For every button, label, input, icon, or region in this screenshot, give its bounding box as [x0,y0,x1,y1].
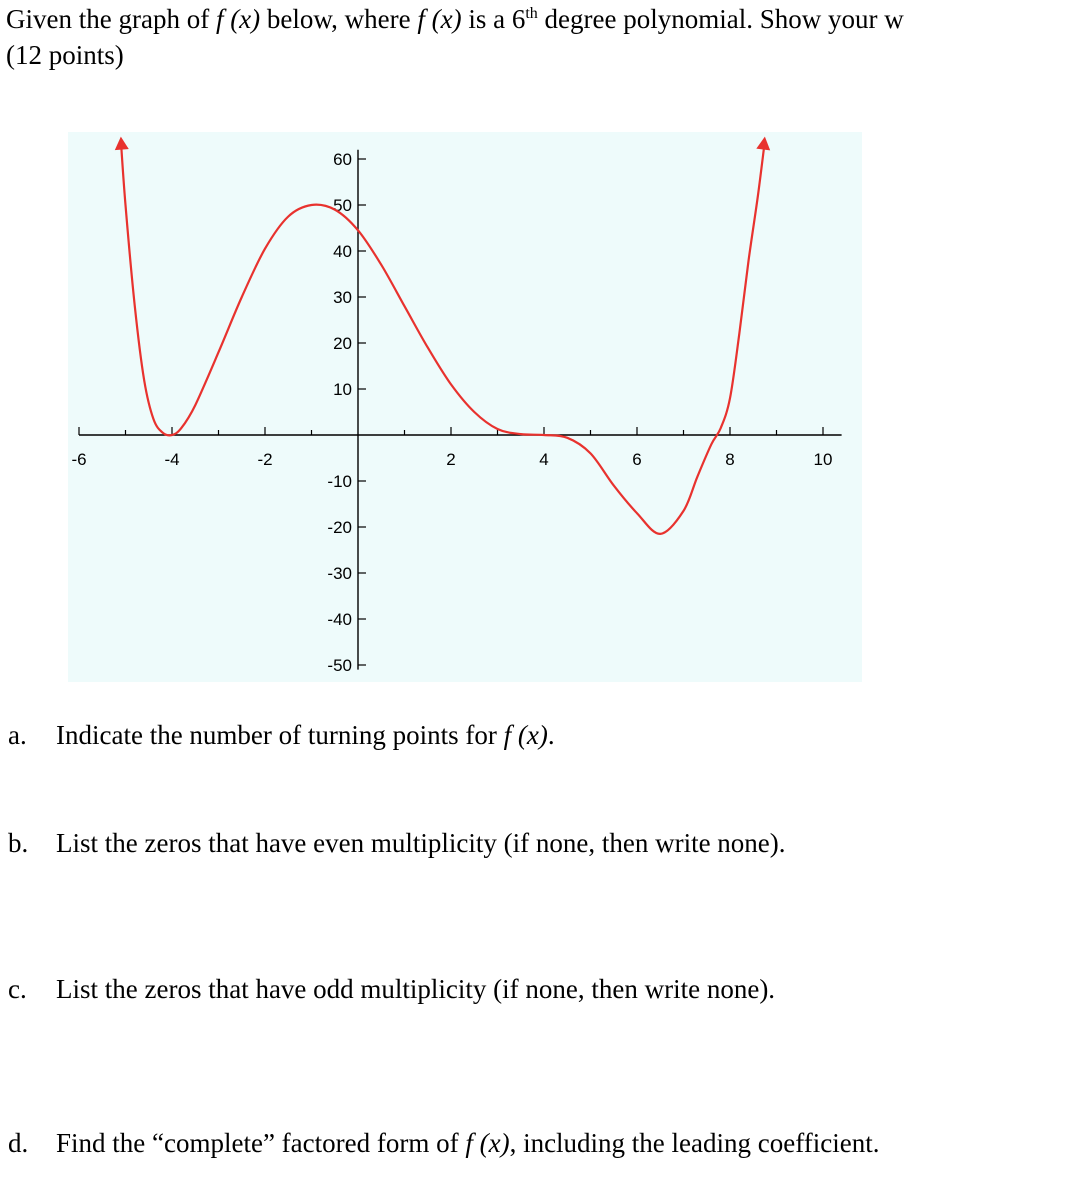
intro-sup: th [525,5,538,22]
x-tick-label: 10 [813,450,833,469]
question-c-text: List the zeros that have odd multiplicity (if none, then write none). [56,974,776,1004]
y-tick-label: 10 [333,380,352,399]
plot-background [68,132,862,682]
question-a-end: . [547,720,555,750]
intro-post2: degree polynomial. Show your w [537,4,904,34]
question-a-fx: f (x) [503,720,548,750]
x-tick-label: 6 [632,450,642,469]
intro-fx: f (x) [215,4,261,34]
x-tick-label: 2 [446,450,456,469]
y-tick-label: 60 [333,150,352,169]
question-d-fx: f (x) [465,1128,510,1158]
intro-pre: Given the graph of [6,4,216,34]
y-tick-label: 40 [333,242,352,261]
question-b-text: List the zeros that have even multiplicity (if none, then write none). [56,828,786,858]
polynomial-graph [0,100,1080,700]
x-tick-label: -6 [71,450,87,469]
y-tick-label: -40 [327,610,352,629]
intro-line [6,2,904,36]
y-tick-label: -50 [327,656,352,675]
question-a-letter: a. [8,720,27,750]
x-tick-label: -4 [164,450,180,469]
question-b-letter: b. [8,828,29,858]
question-d [8,1126,879,1160]
question-d-text: Find the “complete” factored form of [56,1128,466,1158]
y-tick-label: -20 [327,518,352,537]
y-tick-label: -30 [327,564,352,583]
x-tick-label: 8 [725,450,735,469]
question-d-end: , including the leading coefficient. [509,1128,880,1158]
question-c [8,972,775,1006]
question-a-text: Indicate the number of turning points for [56,720,504,750]
question-a [8,718,555,752]
intro-points: (12 points) [6,40,124,70]
y-tick-label: 30 [333,288,352,307]
question-c-letter: c. [8,974,27,1004]
y-tick-label: 50 [333,196,352,215]
intro-post1: is a 6 [461,4,526,34]
intro-mid: below, where [260,4,418,34]
x-tick-label: 4 [539,450,549,469]
y-tick-label: -10 [327,472,352,491]
intro-fx2: f (x) [417,4,462,34]
y-tick-label: 20 [333,334,352,353]
question-d-letter: d. [8,1128,29,1158]
x-tick-label: -2 [257,450,273,469]
question-b [8,826,786,860]
